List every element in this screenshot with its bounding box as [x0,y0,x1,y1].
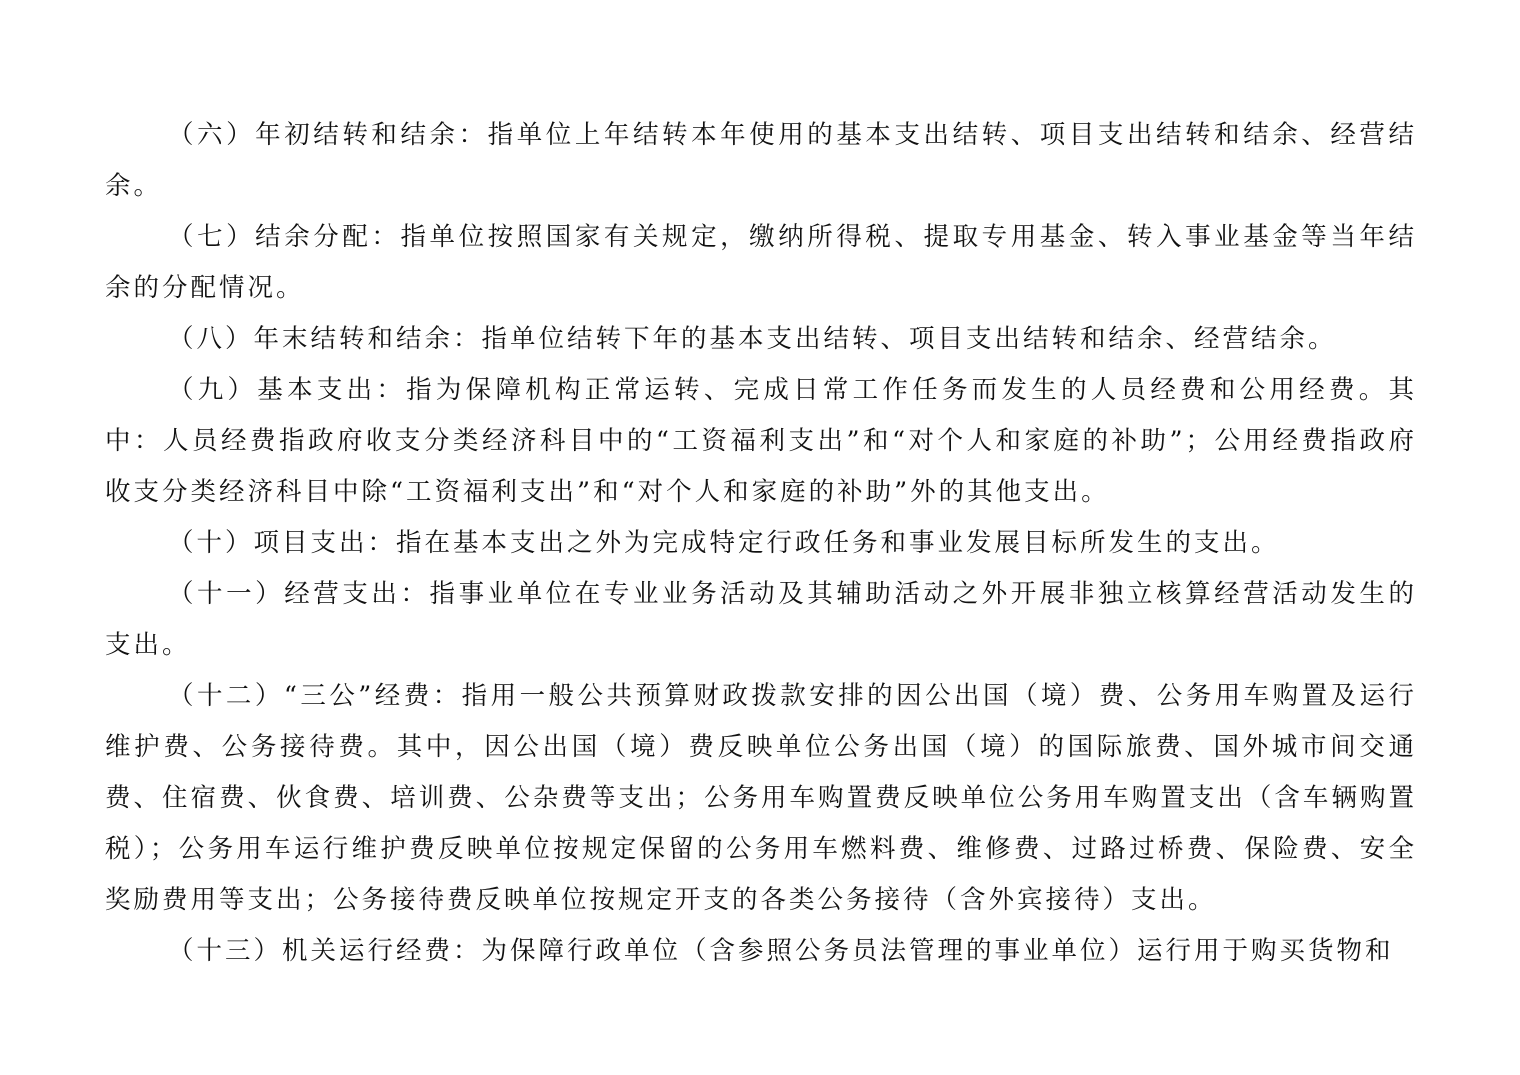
paragraph-12: （十二）“三公”经费：指用一般公共预算财政拨款安排的因公出国（境）费、公务用车购置及运行维护费、公务接待费。其中，因公出国（境）费反映单位公务出国（境）的国际旅费、国外城市间交通费、住宿费、伙食费、培训费、公杂费等支出；公务用车购置费反映单位公务用车购置支出（含车辆购置税）；公务用车运行维护费反映单位按规定保留的公务用车燃料费、维修费、过路过桥费、保险费、安全奖励费用等支出；公务接待费反映单位按规定开支的各类公务接待（含外宾接待）支出。 [105,681,1417,915]
paragraph-8: （八）年末结转和结余：指单位结转下年的基本支出结转、项目支出结转和结余、经营结余。 [168,324,1337,354]
paragraph-13: （十三）机关运行经费：为保障行政单位（含参照公务员法管理的事业单位）运行用于购买货物和 [168,936,1394,966]
paragraph-6: （六）年初结转和结余：指单位上年结转本年使用的基本支出结转、项目支出结转和结余、经营结余。 [105,120,1417,201]
paragraph-11: （十一）经营支出：指事业单位在专业业务活动及其辅助活动之外开展非独立核算经营活动发生的支出。 [105,579,1417,660]
paragraph-9: （九）基本支出：指为保障机构正常运转、完成日常工作任务而发生的人员经费和公用经费。其中：人员经费指政府收支分类经济科目中的“工资福利支出”和“对个人和家庭的补助”；公用经费指政府收支分类经济科目中除“工资福利支出”和“对个人和家庭的补助”外的其他支出。 [105,375,1417,507]
paragraph-7: （七）结余分配：指单位按照国家有关规定，缴纳所得税、提取专用基金、转入事业基金等当年结余的分配情况。 [105,222,1417,303]
document-page [105,110,1417,977]
paragraph-10: （十）项目支出：指在基本支出之外为完成特定行政任务和事业发展目标所发生的支出。 [168,528,1280,558]
